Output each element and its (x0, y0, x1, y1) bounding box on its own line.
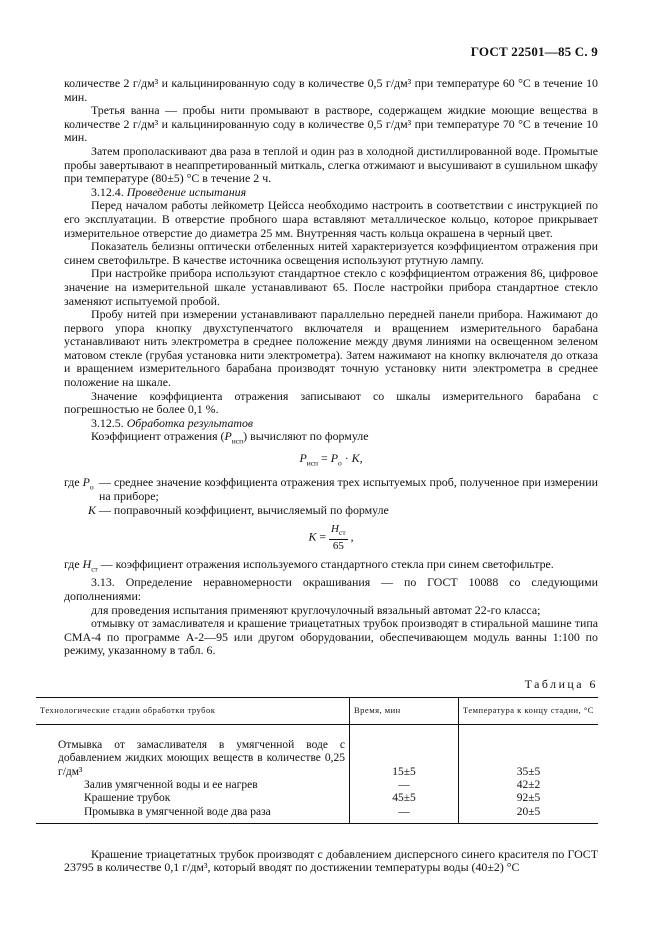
page-header: ГОСТ 22501—85 С. 9 (470, 44, 598, 59)
cell-time: — (350, 806, 459, 824)
paragraph: количестве 2 г/дм³ и кальцинированную соду в количестве 0,5 г/дм³ при температуре 60 °С в течение 10 мин. (64, 76, 598, 104)
variable: P (224, 429, 232, 444)
definition-row (64, 504, 598, 518)
paragraph: Затем прополаскивают два раза в теплой и один раз в холодной дистиллированной воде. Промытые пробы завертывают в неаппретированный миткаль, слегка отжимают и высушивают в сушильном шкафу при температуре (80±5) °С в течение 2 ч. (64, 143, 598, 186)
cell-time: — (350, 779, 459, 792)
cell-time: 45±5 (350, 792, 459, 805)
paragraph: Перед началом работы лейкометр Цейсса необходимо настроить в соответствии с инструкцией по его эксплуатации. В отверстие пробного шара вставляют металлическое кольцо, которое прикрывает измерительное отверстие до диаметра 25 мм. Внутренняя часть кольца окрашена в черный цвет. (64, 198, 598, 240)
variable: K (308, 529, 317, 544)
text: Коэффициент отражения ( (91, 429, 225, 444)
paragraph: для проведения испытания применяют круглочулочный вязальный автомат 22-го класса; (91, 602, 541, 617)
fraction: $\frac{H_{ст}}{65}$ (331, 523, 346, 553)
operator: · (341, 451, 352, 466)
operator: = (318, 451, 331, 466)
variable: P (299, 451, 307, 466)
cell-stage: Крашение трубок (84, 792, 171, 805)
formula-p-isp (64, 452, 598, 470)
section-number: 3.12.4. (91, 184, 124, 199)
paragraph: При настройке прибора используют стандартное стекло с коэффициентом отражения 86, цифровое значение на измерительной шкале устанавливают 65. После настройки прибора стандартное стекло заменяют испытуемой пробой. (64, 266, 598, 308)
cell-stage: Отмывка от замасливателя в умягченной воде с добавлением жидких моющих веществ в количестве 0,25 г/дм³ (58, 739, 345, 778)
section-title: Проведение испытания (126, 184, 247, 199)
variable: P (330, 451, 338, 466)
paragraph: отмывку от замасливателя и крашение триацетатных трубок производят в стиральной машине типа СМА-4 по программе А-2—95 или другом оборудовании, обеспечивающем модуль ванны 1:100 по режиму, указанному в табл. 6. (64, 616, 598, 658)
table-caption: Таблица 6 (524, 676, 598, 691)
text: ) вычисляют по формуле (243, 429, 369, 444)
document-body (40, 76, 598, 875)
header-temp: Температура к концу стадии, °С (459, 698, 599, 725)
definition-text: — поправочный коэффициент, вычисляемый по формуле (99, 502, 389, 517)
section-heading (64, 417, 598, 431)
paragraph: Показатель белизны оптически отбеленных нитей характеризуется коэффициентом отражения при синем светофильтре. В качестве источника освещения используют ртутную лампу. (64, 239, 598, 267)
cell-time: 15±5 (350, 725, 459, 779)
paragraph: Пробу нитей при измерении устанавливают параллельно передней панели прибора. Нажимают до первого упора кнопку двухступенчатого включателя и вращением измерительного барабана устанавливают нить электрометра в среднее положение между двумя линиями на освещенном зеленом матовом стекле (грубая установка нити электрометра). Затем нажимают на кнопку включателя до отказа и вращением измерительного барабана производят точную установку нити электрометра в среднее положение на шкале. (64, 307, 598, 390)
operator: = (316, 529, 330, 544)
cell-stage: Промывка в умягченной воде два раза (36, 806, 350, 824)
table-row (36, 779, 598, 792)
definition-lead: где $P_о$ (64, 475, 94, 492)
table-row (36, 806, 598, 824)
formula-k (64, 523, 598, 552)
data-table (36, 697, 598, 823)
paragraph: Крашение триацетатных трубок производят с добавлением дисперсного синего красителя по ГОСТ 23795 в количестве 0,1 г/дм³, который вводят по достижении температуры воды (40±2) °С (64, 846, 598, 875)
cell-temp: 92±5 (459, 792, 599, 805)
subscript: исп (231, 436, 244, 446)
cell-temp: 42±2 (459, 779, 599, 792)
cell-temp: 20±5 (459, 806, 599, 824)
cell-stage: Залив умягченной воды и ее нагрев (84, 778, 258, 791)
header-stage: Технологические стадии обработки трубок (36, 698, 350, 725)
definition-line: где $H_{ст}$ — коэффициент отражения используемого стандартного стекла при синем светофильтре. (64, 557, 554, 574)
variable: K, (351, 451, 363, 466)
paragraph: Третья ванна — пробы нити промывают в растворе, содержащем жидкие моющие вещества в количестве 2 г/дм³ и кальцинированную соду в количестве 0,5 г/дм³ при температуре 70 °С в течение 10 мин. (64, 103, 598, 145)
subscript: исп (306, 458, 319, 468)
section-title: Обработка результатов (126, 415, 254, 430)
paragraph (64, 430, 598, 448)
table-header-row (36, 698, 598, 725)
section-heading (64, 186, 598, 200)
definition-lead: K (88, 502, 96, 517)
table-row (36, 792, 598, 805)
cell-temp: 35±5 (459, 725, 599, 779)
header-time: Время, мин (350, 698, 459, 725)
table-row (36, 725, 598, 779)
section-number: 3.12.5. (91, 415, 124, 430)
definition-text: — среднее значение коэффициента отражения трех испытуемых проб, полученное при измерении на приборе; (99, 475, 598, 503)
paragraph: 3.13. Определение неравномерности окрашивания — по ГОСТ 10088 со следующими дополнениями: (64, 575, 598, 603)
definition-row (64, 476, 598, 503)
paragraph: Значение коэффициента отражения записывают со шкалы измерительного барабана с погрешностью не более 0,1 %. (64, 388, 598, 417)
subscript: о (337, 458, 342, 468)
punctuation: , (347, 529, 354, 544)
